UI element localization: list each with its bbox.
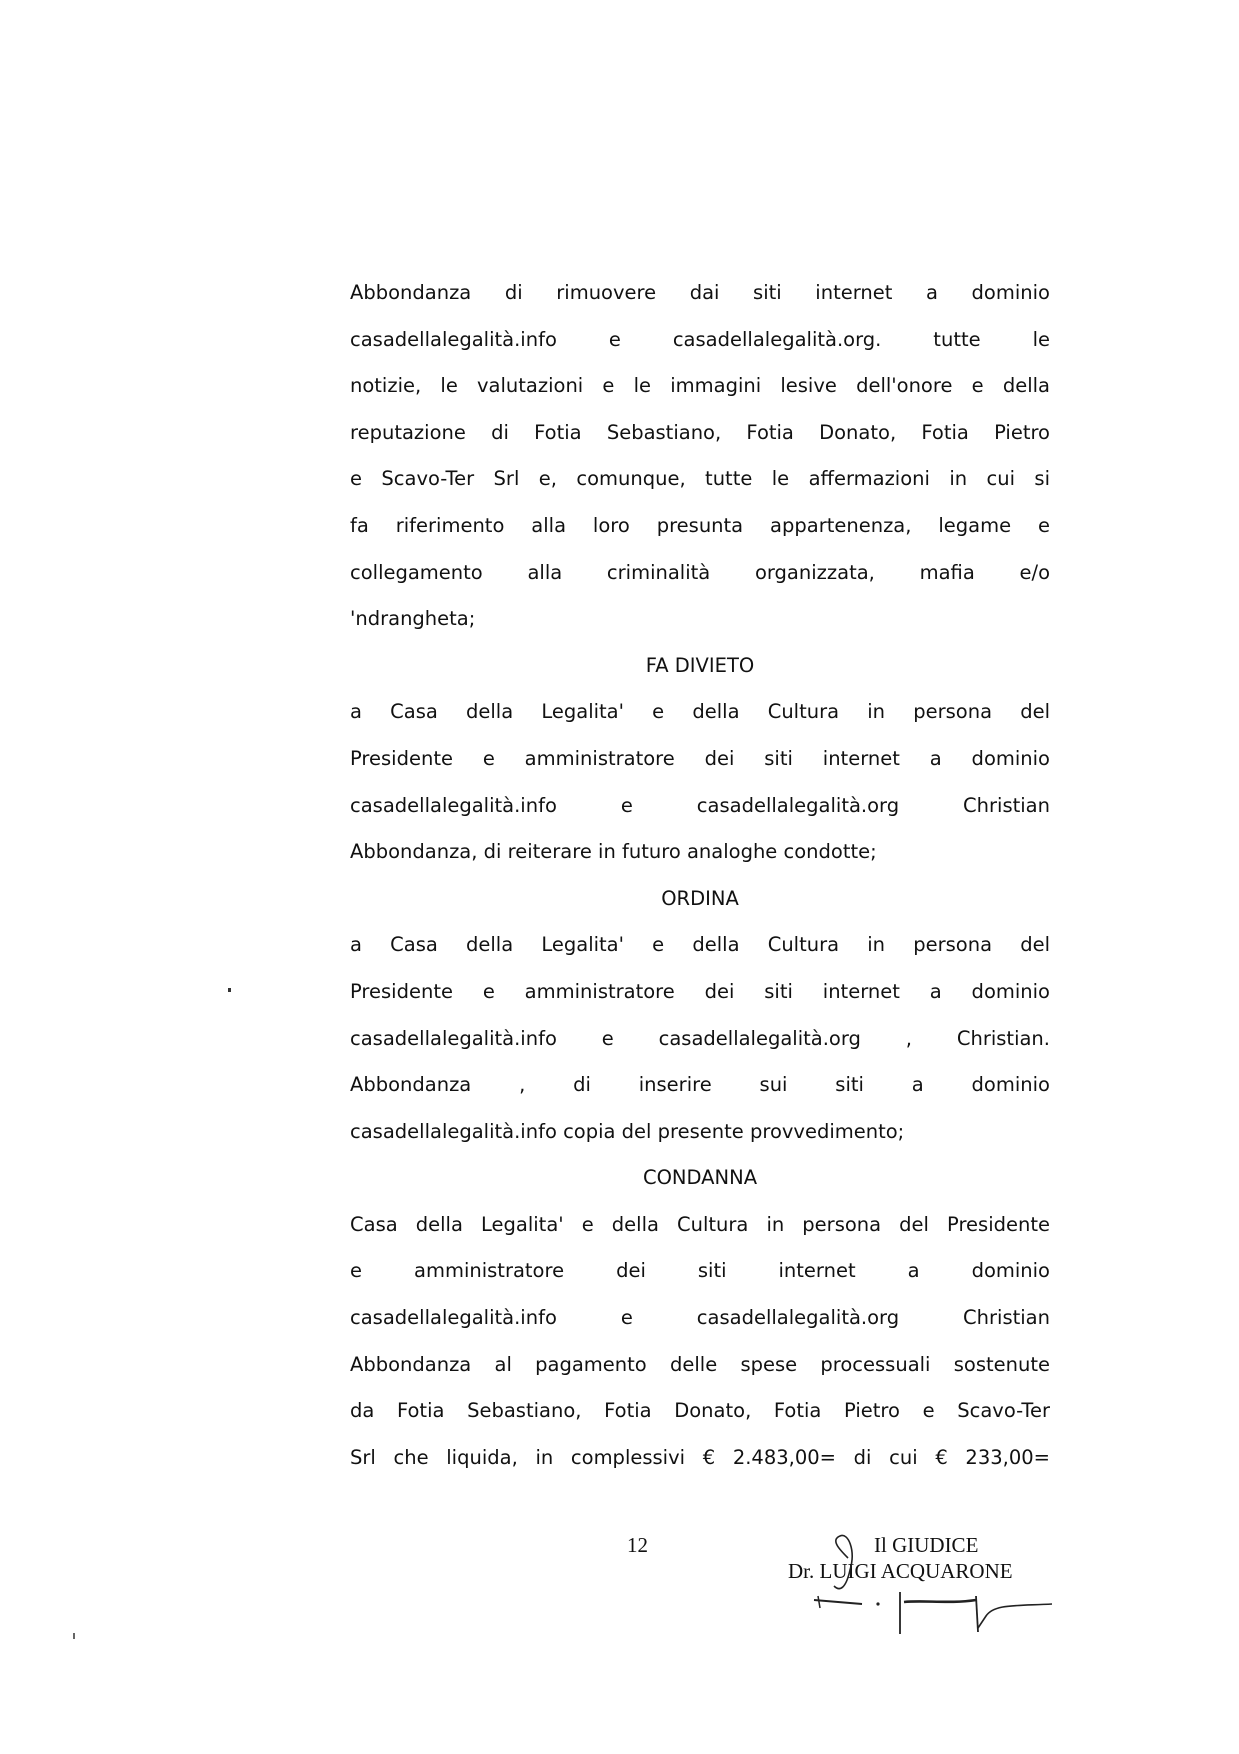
judge-title: Il GIUDICE xyxy=(874,1533,979,1557)
text-line: Abbondanza di rimuovere dai siti internet a dominio xyxy=(350,281,1050,304)
text-line: casadellalegalità.info e casadellalegalità.org. tutte le xyxy=(350,327,1050,351)
text-line: casadellalegalità.info e casadellalegalità.org , Christian. xyxy=(350,1026,1050,1050)
heading-ordina: ORDINA xyxy=(661,886,739,910)
text-line: a Casa della Legalita' e della Cultura in persona del xyxy=(350,933,1050,957)
text-line: Abbondanza , di inserire sui siti a dominio xyxy=(350,1073,1050,1097)
signature-mark xyxy=(800,1530,1060,1640)
text-line: Abbondanza, di reiterare in futuro analoghe condotte; xyxy=(350,840,877,864)
text-line: e amministratore dei siti internet a dominio xyxy=(350,1259,1050,1283)
scan-speck xyxy=(228,988,231,992)
text-line: notizie, le valutazioni e le immagini lesive dell'onore e della xyxy=(350,374,1050,398)
text-line: da Fotia Sebastiano, Fotia Donato, Fotia Pietro e Scavo-Ter xyxy=(350,1399,1050,1423)
text-line: a Casa della Legalita' e della Cultura in persona del xyxy=(350,700,1050,724)
text-line: Presidente e amministratore dei siti internet a dominio xyxy=(350,979,1050,1003)
text-line: casadellalegalità.info copia del presente provvedimento; xyxy=(350,1119,905,1143)
heading-fa-divieto: FA DIVIETO xyxy=(645,653,755,677)
text-line: collegamento alla criminalità organizzata, mafia e/o xyxy=(350,560,1050,584)
text-line: casadellalegalità.info e casadellalegalità.org Christian xyxy=(350,793,1050,817)
heading-condanna: CONDANNA xyxy=(642,1166,758,1190)
text-line: e Scavo-Ter Srl e, comunque, tutte le affermazioni in cui si xyxy=(350,467,1050,491)
text-line: Abbondanza al pagamento delle spese processuali sostenute xyxy=(350,1352,1050,1376)
text-line: Presidente e amministratore dei siti internet a dominio xyxy=(350,746,1050,770)
page-number: 12 xyxy=(627,1533,648,1557)
judge-name: Dr. LUIGI ACQUARONE xyxy=(788,1559,1013,1583)
text-line: Srl che liquida, in complessivi € 2.483,00= di cui € 233,00= xyxy=(350,1445,1050,1469)
text-line: fa riferimento alla loro presunta appartenenza, legame e xyxy=(350,513,1050,537)
scan-speck xyxy=(73,1633,75,1639)
text-line: Casa della Legalita' e della Cultura in persona del Presidente xyxy=(350,1212,1050,1236)
document-body xyxy=(350,270,1050,1481)
text-line: 'ndrangheta; xyxy=(350,607,476,631)
text-line: casadellalegalità.info e casadellalegalità.org Christian xyxy=(350,1306,1050,1330)
text-line: reputazione di Fotia Sebastiano, Fotia Donato, Fotia Pietro xyxy=(350,420,1050,444)
